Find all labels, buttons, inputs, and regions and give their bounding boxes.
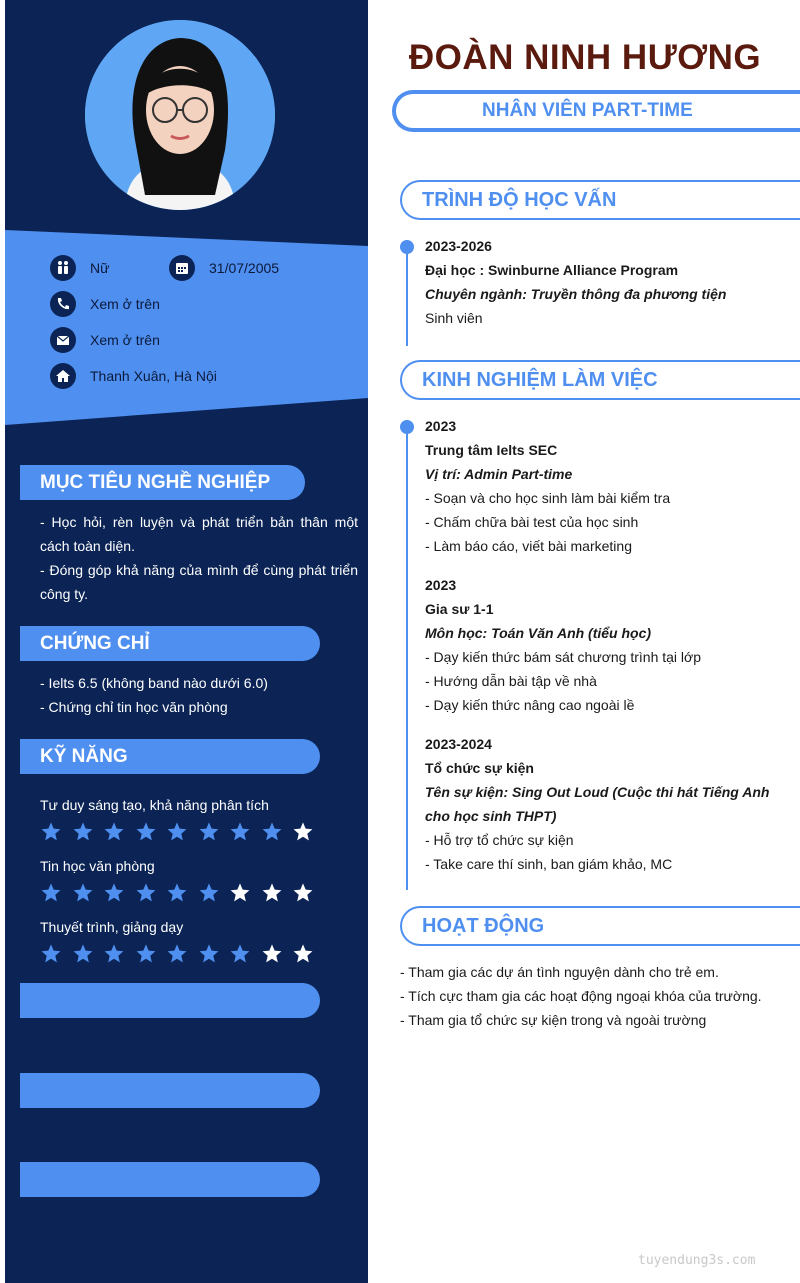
job-task: - Hướng dẫn bài tập về nhà bbox=[425, 673, 597, 689]
star-filled-icon bbox=[135, 943, 157, 964]
skills-title: KỸ NĂNG bbox=[20, 739, 320, 774]
job-task: - Soạn và cho học sinh làm bài kiểm tra bbox=[425, 490, 671, 506]
star-filled-icon bbox=[198, 943, 220, 964]
job-task: - Chấm chữa bài test của học sinh bbox=[425, 514, 639, 530]
empty-section-bar bbox=[20, 983, 320, 1018]
job-task: - Take care thí sinh, ban giám khảo, MC bbox=[425, 856, 673, 872]
phone-text: Xem ở trên bbox=[90, 296, 160, 312]
skill-name: Thuyết trình, giảng dạy bbox=[40, 919, 184, 935]
star-empty-icon bbox=[261, 943, 283, 964]
job-task: - Dạy kiến thức nâng cao ngoài lề bbox=[425, 697, 635, 713]
home-icon bbox=[50, 363, 76, 389]
certificates-title: CHỨNG CHỈ bbox=[20, 626, 320, 661]
star-filled-icon bbox=[40, 882, 62, 903]
education-period: 2023-2026 bbox=[425, 238, 492, 254]
job-entry bbox=[425, 414, 790, 558]
star-filled-icon bbox=[166, 821, 188, 842]
star-filled-icon bbox=[229, 943, 251, 964]
timeline-line bbox=[406, 420, 408, 890]
star-filled-icon bbox=[103, 943, 125, 964]
dob-row bbox=[169, 255, 279, 281]
star-empty-icon bbox=[292, 821, 314, 842]
activities-title: HOẠT ĐỘNG bbox=[400, 906, 800, 946]
star-empty-icon bbox=[292, 882, 314, 903]
gender-row bbox=[50, 255, 109, 281]
activity-item: - Tham gia tổ chức sự kiện trong và ngoài trường bbox=[400, 1012, 707, 1028]
star-filled-icon bbox=[72, 943, 94, 964]
star-filled-icon bbox=[40, 943, 62, 964]
job-company: Gia sư 1-1 bbox=[425, 601, 494, 617]
education-school: Đại học : Swinburne Alliance Program bbox=[425, 262, 679, 278]
address-row bbox=[50, 363, 217, 389]
objective-text bbox=[40, 510, 358, 606]
education-major: Chuyên ngành: Truyền thông đa phương tiện bbox=[425, 286, 727, 302]
timeline-dot bbox=[400, 420, 414, 434]
star-filled-icon bbox=[135, 882, 157, 903]
position-title: NHÂN VIÊN PART-TIME bbox=[392, 90, 800, 132]
timeline-line bbox=[406, 240, 408, 346]
objective-title: MỤC TIÊU NGHỀ NGHIỆP bbox=[20, 465, 305, 500]
star-filled-icon bbox=[198, 882, 220, 903]
job-period: 2023-2024 bbox=[425, 736, 492, 752]
education-status: Sinh viên bbox=[425, 310, 483, 326]
job-role: Môn học: Toán Văn Anh (tiểu học) bbox=[425, 625, 652, 641]
skill-stars bbox=[40, 821, 314, 842]
left-edge bbox=[0, 0, 5, 1283]
star-empty-icon bbox=[229, 882, 251, 903]
education-title: TRÌNH ĐỘ HỌC VẤN bbox=[400, 180, 800, 220]
mail-icon bbox=[50, 327, 76, 353]
activity-item: - Tham gia các dự án tình nguyện dành cho trẻ em. bbox=[400, 964, 719, 980]
star-filled-icon bbox=[229, 821, 251, 842]
candidate-name: ĐOÀN NINH HƯƠNG bbox=[408, 38, 762, 77]
star-filled-icon bbox=[261, 821, 283, 842]
gender-text: Nữ bbox=[90, 260, 110, 276]
star-filled-icon bbox=[72, 821, 94, 842]
star-filled-icon bbox=[103, 821, 125, 842]
star-empty-icon bbox=[261, 882, 283, 903]
activity-item: - Tích cực tham gia các hoạt động ngoại khóa của trường. bbox=[400, 988, 762, 1004]
job-period: 2023 bbox=[425, 577, 457, 593]
certificates-list bbox=[40, 671, 358, 719]
empty-section-bar bbox=[20, 1073, 320, 1108]
experience-title: KINH NGHIỆM LÀM VIỆC bbox=[400, 360, 800, 400]
skill-stars bbox=[40, 882, 314, 903]
gender-icon bbox=[50, 255, 76, 281]
address-text: Thanh Xuân, Hà Nội bbox=[90, 368, 217, 384]
star-filled-icon bbox=[166, 882, 188, 903]
certificate-item: - Chứng chỉ tin học văn phòng bbox=[40, 699, 228, 715]
job-task: - Hỗ trợ tổ chức sự kiện bbox=[425, 832, 574, 848]
activities-list bbox=[400, 960, 790, 1032]
star-filled-icon bbox=[103, 882, 125, 903]
email-text: Xem ở trên bbox=[90, 332, 160, 348]
job-company: Tổ chức sự kiện bbox=[425, 760, 534, 776]
skill-name: Tư duy sáng tạo, khả năng phân tích bbox=[40, 797, 269, 813]
job-entry bbox=[425, 732, 790, 876]
star-filled-icon bbox=[166, 943, 188, 964]
star-filled-icon bbox=[198, 821, 220, 842]
education-entry bbox=[425, 234, 790, 330]
empty-section-bar bbox=[20, 1162, 320, 1197]
star-filled-icon bbox=[135, 821, 157, 842]
calendar-icon bbox=[169, 255, 195, 281]
objective-line: - Học hỏi, rèn luyện và phát triển bản thân một cách toàn diện. bbox=[40, 514, 358, 554]
job-company: Trung tâm Ielts SEC bbox=[425, 442, 558, 458]
job-task: - Làm báo cáo, viết bài marketing bbox=[425, 538, 632, 554]
skill-name: Tin học văn phòng bbox=[40, 858, 155, 874]
watermark: tuyendung3s.com bbox=[638, 1253, 756, 1268]
phone-row bbox=[50, 291, 160, 317]
job-period: 2023 bbox=[425, 418, 457, 434]
profile-photo bbox=[85, 20, 275, 210]
job-role: Vị trí: Admin Part-time bbox=[425, 466, 573, 482]
objective-line: - Đóng góp khả năng của mình để cùng phát triển công ty. bbox=[40, 562, 358, 602]
skill-stars bbox=[40, 943, 314, 964]
timeline-dot bbox=[400, 240, 414, 254]
phone-icon bbox=[50, 291, 76, 317]
certificate-item: - Ielts 6.5 (không band nào dưới 6.0) bbox=[40, 675, 268, 691]
job-entry bbox=[425, 573, 790, 717]
star-filled-icon bbox=[40, 821, 62, 842]
star-filled-icon bbox=[72, 882, 94, 903]
star-empty-icon bbox=[292, 943, 314, 964]
email-row bbox=[50, 327, 160, 353]
dob-text: 31/07/2005 bbox=[209, 260, 280, 276]
job-task: - Dạy kiến thức bám sát chương trình tại lớp bbox=[425, 649, 701, 665]
job-role: Tên sự kiện: Sing Out Loud (Cuộc thi hát Tiếng Anh cho học sinh THPT) bbox=[425, 784, 770, 824]
